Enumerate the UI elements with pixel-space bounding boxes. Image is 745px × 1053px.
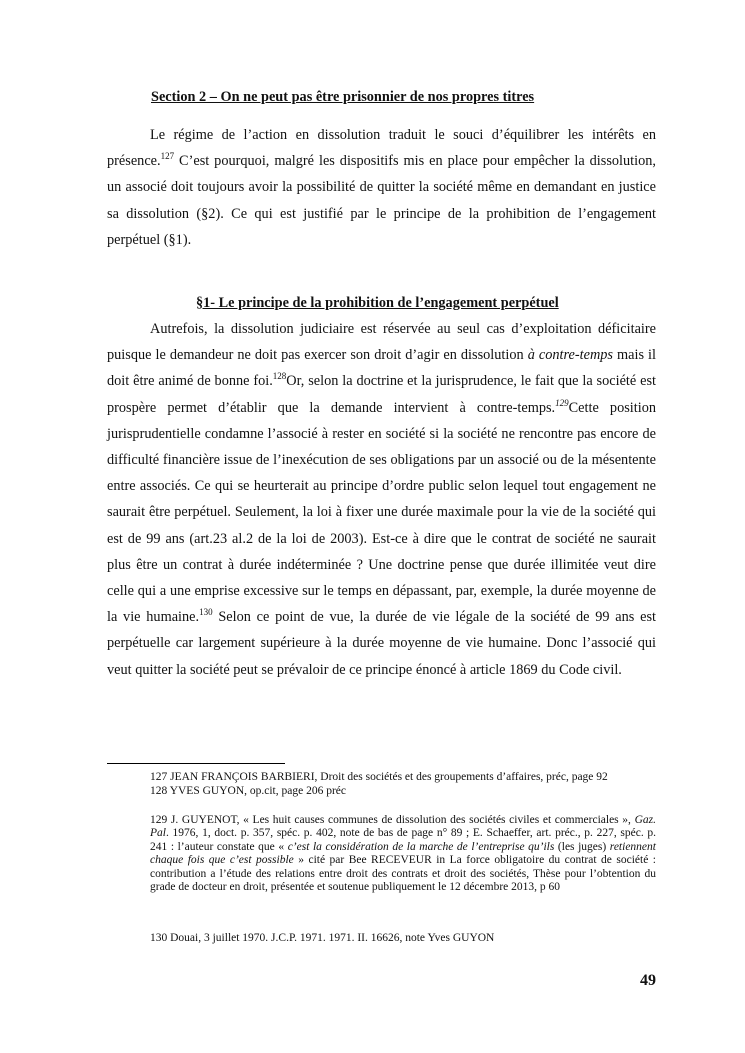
footnote-129-text-a: 129 J. GUYENOT, « Les huit causes communes de dissolution des sociétés civiles et commerciales »,: [150, 814, 635, 826]
footnote-ref-130[interactable]: 130: [199, 607, 213, 618]
footnote-129-journal: Gaz. Pal: [150, 814, 656, 840]
footnote-129-text-g: » cité par Bee RECEVEUR in La force obligatoire du contrat de société : contribution a l’étude des relations entre droit des contrats et droit des sociétés, Thèse pour l’obtention du grade de docteur en droit, présentée et soutenue publiquement le 12 décembre 2013, p 60: [150, 854, 656, 894]
footnote-127: 127 JEAN FRANÇOIS BARBIERI, Droit des sociétés et des groupements d’affaires, préc, page 92: [150, 771, 608, 783]
body-text-3: Or, selon la doctrine et la jurisprudence, le fait que la société est prospère permet d’établir que la demande intervient à contre-temps.: [107, 373, 656, 416]
body-text-2: mais il doit être animé de bonne foi.: [107, 347, 656, 390]
section-title: Section 2 – On ne peut pas être prisonnier de nos propres titres: [151, 89, 535, 105]
footnote-130: 130 Douai, 3 juillet 1970. J.C.P. 1971. 1971. II. 16626, note Yves GUYON: [150, 932, 495, 944]
footnote-129-text-c: . 1976, 1, doct. p. 357, spéc. p. 402, note de bas de page n° 89 ; E. Schaeffer, art. préc., p. 227, spéc. p. 241 : l’auteur constate que «: [150, 827, 656, 853]
subsection-title: §1- Le principe de la prohibition de l’engagement perpétuel: [196, 295, 559, 311]
footnote-129-quote-2: retiennent chaque fois que c’est possible: [150, 840, 656, 867]
page-number: 49: [640, 972, 656, 989]
intro-text-1: Le régime de l’action en dissolution traduit le souci d’équilibrer les intérêts en présence.: [107, 127, 656, 170]
body-emphasis: à contre-temps: [527, 347, 613, 364]
body-text-1: Autrefois, la dissolution judiciaire est réservée au seul cas d’exploitation déficitaire puisque le demandeur ne doit pas exercer son droit d’agir en dissolution: [107, 321, 656, 364]
body-paragraph: [107, 316, 656, 683]
footnote-128: 128 YVES GUYON, op.cit, page 206 préc: [150, 785, 346, 797]
body-text-5: Selon ce point de vue, la durée de vie légale de la société de 99 ans est perpétuelle car largement supérieure à la durée moyenne de vie humaine. Donc l’associé qui veut quitter la société peut se prévaloir de ce principe énoncé à article 1869 du Code civil.: [107, 609, 656, 678]
intro-paragraph: [107, 122, 656, 253]
body-text-4: Cette position jurisprudentielle condamne l’associé à rester en société si la société ne rencontre pas encore de difficulté financière issue de l’inexécution de ses obligations par un associé ou de la mésentente entre associés. Ce qui se heurterait au principe d’ordre public selon lequel tout engagement ne saurait être perpétuel. Seulement, la loi à fixer une durée maximale pour la vie de la société qui est de 99 ans (art.23 al.2 de la loi de 2003). Est-ce à dire que le contrat de société ne saurait plus être un contrat à durée indéterminée ? Une doctrine pense que durée illimitée veut dire celle qui a une emprise excessive sur le temps en dépassant, par, exemple, la durée moyenne de la vie humaine.: [107, 399, 656, 626]
footnote-129-text-e: (les juges): [554, 840, 610, 853]
footnote-ref-127[interactable]: 127: [160, 151, 175, 162]
footnote-ref-128[interactable]: 128: [272, 371, 287, 382]
footnote-separator: [107, 763, 285, 764]
footnote-129: [150, 814, 656, 894]
intro-text-2: C’est pourquoi, malgré les dispositifs mis en place pour empêcher la dissolution, un associé doit toujours avoir la possibilité de quitter la société même en demandant en justice sa dissolution (§2). Ce qui est justifié par le principe de la prohibition de l’engagement perpétuel (§1).: [107, 153, 656, 248]
footnote-129-quote-1: c’est la considération de la marche de l’entreprise qu’ils: [287, 840, 555, 853]
footnote-ref-129[interactable]: 129: [555, 397, 569, 408]
